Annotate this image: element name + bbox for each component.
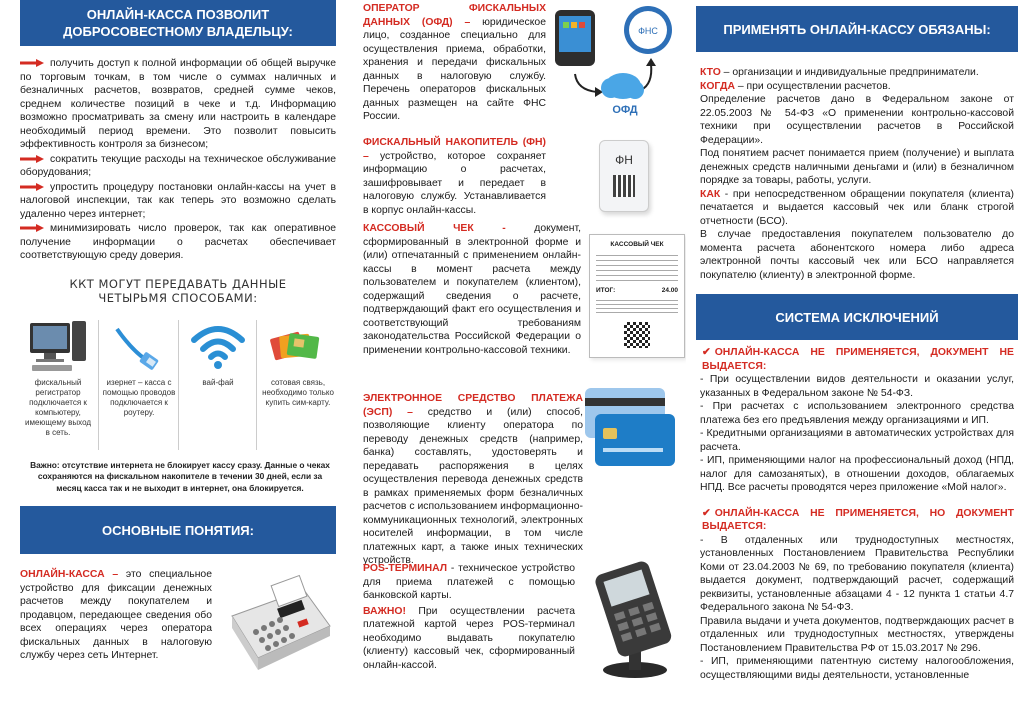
method-computer-text: фискальный регистратор подключается к компьютеру, имеющему выход в сеть. [24,378,92,437]
checkmark-icon: ✔ [702,507,711,519]
method-ethernet-text: изернет – касса с помощью проводов подключается к роутеру. [102,378,176,417]
who-text: – организации и индивидуальные предприниматели. [720,67,979,78]
kkt-title-line1: ККТ МОГУТ ПЕРЕДАВАТЬ ДАННЫЕ [69,277,287,291]
benefit-text: упростить процедуру постановки онлайн-кассы на учет в налоговой инспекции, так как теперь это возможно сделать удаленно через интернет; [20,181,336,220]
benefit-text: сократить текущие расходы на техническое обслуживание оборудования; [20,153,336,179]
banner-benefits [20,0,336,46]
benefit-item [20,181,336,222]
exception1-item: - При расчетах с использованием электронного средства платежа без его предъявления между организациями и ИП. [700,401,1014,426]
pos-definition [363,562,575,672]
ofd-term: ОПЕРАТОР ФИСКАЛЬНЫХ ДАННЫХ (ОФД) – [363,3,546,28]
online-kassa-term: ОНЛАЙН-КАССА – [20,569,119,580]
sim-card-icon [260,316,336,378]
qr-code-icon [613,175,635,197]
benefit-item [20,222,336,263]
banner-exceptions-text: СИСТЕМА ИСКЛЮЧЕНИЙ [775,309,939,325]
check-text: документ, сформированный в электронной форме и (или) отпечатанный с применением онлайн-кассы в момент расчета между пользователем и покупателем (клиентом), содержащий сведения о расчете, подтверждающий факт его осуществления и соответствующий требованиям законодательства Российской Федерации о применении контрольно-кассовой техники. [363,223,581,356]
exception1-item: - При осуществлении видов деятельности и оказании услуг, указанных в Федеральном законе № 54-ФЗ. [700,374,1014,399]
receipt-total-row [596,287,678,295]
wifi-icon [182,316,254,378]
ofd-text: юридическое лицо, созданное специально для осуществления приема, обработки, хранения и передачи фискальных данных в налоговую службу. Перечень операторов фискальных данных размещен на сайте ФНС России. [363,16,546,123]
exception1-title: ОНЛАЙН-КАССА НЕ ПРИМЕНЯЕТСЯ, ДОКУМЕНТ НЕ ВЫДАЕТСЯ: [702,347,1014,372]
divider [98,320,99,450]
red-arrow-icon [20,155,44,163]
red-arrow-icon [20,224,44,232]
receipt-lines [596,300,678,316]
how-text: - при непосредственном обращении покупателя (клиента) печатается и выдается кассовый чек или бланк строгой отчетности (БСО). [700,188,1014,227]
important-text: При осуществлении расчета платежной картой через POS-терминал необходимо выдавать покупателю (клиенту) кассовый чек, сформированный онлайн-кассой. [363,605,575,671]
fn-device [599,140,649,212]
method-computer [20,316,96,438]
benefit-text: получить доступ к полной информации об общей выручке по торговым точкам, в том числе о суммах наличных и безналичных расчетов, возвратов, средней сумме чеков, среднем количестве позиций в чеке и т.д. Информацию возможно просматривать за смену или настроить в календаре необходимый период времени. Это позволит повысить эффективность контроля за бизнесом; [20,58,336,151]
ethernet-cable-icon [102,316,176,378]
benefit-item [20,153,336,180]
check-definition [363,222,581,357]
payment-definition: Под понятием расчет понимается прием (получение) и выплата денежных средств наличными деньгами и (или) в безналичном порядке за товары, работы, услуги. [700,148,1014,187]
checkmark-icon: ✔ [702,347,711,358]
pos-text: - техническое устройство для приема платежей с помощью банковской карты. [363,563,575,602]
electronic-receipt-text: В случае предоставления покупателем пользователю до момента расчета абонентского номера либо адреса электронной почты кассовый чек или БСО направляется покупателю (клиенту) в электронной форме. [700,229,1014,281]
online-kassa-definition [20,568,212,663]
important-note: Важно: отсутствие интернета не блокирует кассу сразу. Данные о чеках сохраняются на фискальном накопителе в течении 30 дней, если за месяц касса так и не выходит в интернет, она блокируется. [30,460,330,493]
method-sim-text: сотовая связь, необходимо только купить сим-карту. [262,378,334,407]
column-right [686,0,1024,719]
when-term: КОГДА [700,80,735,92]
kkt-title [20,277,336,305]
obliged-section [700,66,1014,282]
exception1-item: - Кредитными организациями в автоматических устройствах для расчета. [700,428,1014,453]
fn-device-label: ФН [615,153,633,167]
esp-term: ЭЛЕКТРОННОЕ СРЕДСТВО ПЛАТЕЖА (ЭСП) – [363,393,583,418]
important-label: ВАЖНО! [363,605,406,617]
pos-terminal-icon [583,558,683,683]
red-arrow-icon [20,183,44,191]
exception2-item: Правила выдачи и учета документов, подтверждающих расчет в отдаленных или труднодоступных местностях, утверждены Постановлением Правительства РФ от 15.03.2017 № 296. [700,615,1014,654]
benefit-item [20,57,336,152]
ofd-label: ОФД [612,104,638,116]
divider [256,320,257,450]
bank-cards-icon [579,380,683,480]
esp-text: средство и (или) способ, позволяющие клиенту оператора по переводу денежных средств (например, банка) составлять, удостоверять и передавать распоряжения в целях осуществления перевода денежных средств в рамках применяемых форм безналичных расчетов с использованием информационно-коммуникационных технологий, электронных носителей информации, в том числе платежных карт, а также иных технических устройств. [363,406,583,567]
fn-text: устройство, которое сохраняет информацию о расчетах, зашифровывает и передает в налоговую службу. Устанавливается в корпус онлайн-кассы. [363,150,546,216]
pos-term: POS-ТЕРМИНАЛ [363,563,448,574]
column-middle [343,0,686,719]
receipt-image [589,234,685,358]
receipt-total-label: ИТОГ: [596,287,616,295]
receipt-lines [596,255,678,283]
fn-definition [363,136,546,217]
exception2-item: - В отдаленных или труднодоступных местностях, установленных Постановлением Правительства Республики Коми от 23.04.2003 № 69, по требованию покупателя (клиента) выдается документ, подтверждающий расчет, содержащий реквизиты, установленные абзацами 4 - 12 пункта 1 статьи 4.7 Федерального закона № 54-ФЗ. [700,534,1014,614]
red-arrow-icon [20,59,44,67]
banner-obliged [696,6,1018,52]
benefit-text: минимизировать число проверок, так как оперативное получение информации о расчетах обеспечивает соответствующую среду доверия. [20,223,336,262]
exception1-item: - ИП, применяющими налог на профессиональный доход (НПД, налог для самозанятых), в отношении доходов, облагаемых НПД. Все расчеты проводятся через приложение «Мой налог». [700,455,1014,494]
banner-concepts [20,506,336,554]
exception2-item: - ИП, применяющими патентную систему налогообложения, осуществляющими виды деятельности, установленные [700,656,1014,681]
method-ethernet [102,316,176,418]
check-term: КАССОВЫЙ ЧЕК - [363,223,506,234]
receipt-total-value: 24.00 [661,287,678,295]
law-definition: Определение расчетов дано в Федеральном законе от 22.05.2003 № 54-ФЗ «О применении контрольно-кассовой техники при осуществлении расчетов в Российской Федерации». [700,94,1014,146]
banner-concepts-text: ОСНОВНЫЕ ПОНЯТИЯ: [102,522,254,538]
banner-obliged-text: ПРИМЕНЯТЬ ОНЛАЙН-КАССУ ОБЯЗАНЫ: [723,21,991,37]
column-left [0,0,343,719]
computer-icon [20,316,96,378]
exception2-title: ОНЛАЙН-КАССА НЕ ПРИМЕНЯЕТСЯ, НО ДОКУМЕНТ ВЫДАЕТСЯ: [702,507,1014,533]
esp-definition-top [363,392,583,568]
method-wifi [182,316,254,388]
divider [178,320,179,450]
receipt-title: КАССОВЫЙ ЧЕК [610,241,664,248]
banner-benefits-line2: ДОБРОСОВЕСТНОМУ ВЛАДЕЛЬЦУ: [63,24,293,39]
banner-exceptions [696,294,1018,340]
benefits-list [20,57,336,263]
fn-term: ФИСКАЛЬНЫЙ НАКОПИТЕЛЬ (ФН) – [363,137,546,162]
who-term: КТО [700,67,721,78]
kkt-title-line2: ЧЕТЫРЬМЯ СПОСОБАМИ: [98,291,258,305]
svg-text:ФНС: ФНС [638,26,658,36]
method-wifi-text: вай-фай [202,378,234,387]
when-text: – при осуществлении расчетов. [734,80,891,92]
how-term: КАК [700,188,721,200]
cash-register-icon [218,566,338,676]
method-sim [260,316,336,408]
methods-row [20,316,336,456]
exceptions-section [700,346,1014,682]
banner-benefits-line1: ОНЛАЙН-КАССА ПОЗВОЛИТ [86,7,270,22]
qr-code-icon [624,322,650,348]
ofd-definition [363,2,546,124]
online-kassa-text: это специальное устройство для фиксации денежных расчетов между покупателем и продавцом, передающее сведения обо всех операциях через оператора фискальных данных в налоговую службу через сеть Интернет. [20,569,212,662]
